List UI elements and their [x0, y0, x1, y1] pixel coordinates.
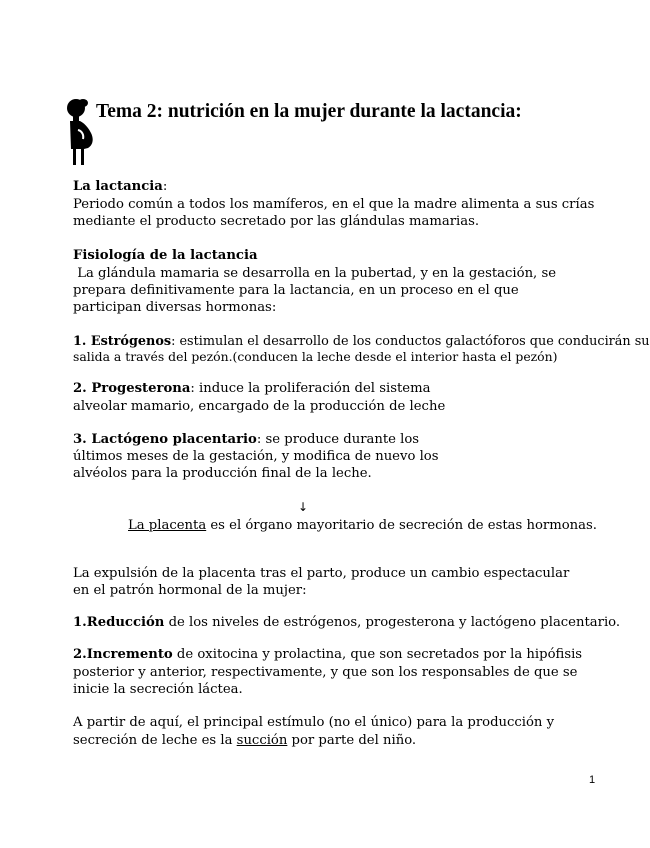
lactancia-colon: :: [162, 179, 168, 194]
final-text-before: secreción de leche es la: [73, 733, 237, 748]
hormone-estrogenos-line-2: salida a través del pezón.(conducen la leche desde el interior hasta el pezón): [73, 349, 558, 364]
lactancia-heading-line: [73, 178, 167, 195]
incremento-line-3: inicie la secreción láctea.: [73, 682, 243, 697]
placenta-line: [128, 517, 597, 534]
reduccion-label: 1.Reducción: [73, 615, 165, 630]
hormone-label: 2. Progesterona: [73, 381, 191, 396]
lactancia-line-1: Periodo común a todos los mamíferos, en el que la madre alimenta a sus crías: [73, 197, 595, 212]
hormone-lactogeno: [73, 431, 419, 448]
final-line-1: A partir de aquí, el principal estímulo (no el único) para la producción y: [73, 715, 555, 730]
hormone-label: 3. Lactógeno placentario: [73, 432, 257, 447]
incremento-line-2: posterior y anterior, respectivamente, y que son los responsables de que se: [73, 665, 578, 680]
fisiologia-line-1: La glándula mamaria se desarrolla en la pubertad, y en la gestación, se: [73, 266, 557, 281]
hormone-progesterona: [73, 380, 430, 397]
page-title: Tema 2: nutrición en la mujer durante la lactancia:: [96, 101, 522, 122]
hormone-lactogeno-line-2: últimos meses de la gestación, y modifica de nuevo los: [73, 449, 439, 464]
fisiologia-line-3: participan diversas hormonas:: [73, 300, 277, 315]
hormone-text: : se produce durante los: [256, 432, 420, 447]
pregnant-woman-icon: [66, 97, 100, 167]
incremento-rest: de oxitocina y prolactina, que son secretados por la hipófisis: [172, 647, 583, 662]
down-arrow-icon: ↓: [298, 500, 309, 514]
hormone-text: : estimulan el desarrollo de los conductos galactóforos que conducirán su: [171, 334, 650, 349]
expulsion-line-2: en el patrón hormonal de la mujer:: [73, 583, 307, 598]
hormone-lactogeno-line-3: alvéolos para la producción final de la leche.: [73, 466, 372, 481]
fisiologia-line-2: prepara definitivamente para la lactancia, en un proceso en el que: [73, 283, 519, 298]
hormone-label: 1. Estrógenos: [73, 334, 172, 349]
fisiologia-heading: Fisiología de la lactancia: [73, 248, 258, 263]
hormone-progesterona-line-2: alveolar mamario, encargado de la producción de leche: [73, 399, 446, 414]
reduccion-rest: de los niveles de estrógenos, progesterona y lactógeno placentario.: [164, 615, 621, 630]
placenta-underlined: La placenta: [128, 518, 207, 533]
placenta-rest: es el órgano mayoritario de secreción de estas hormonas.: [206, 518, 597, 533]
lactancia-line-2: mediante el producto secretado por las glándulas mamarias.: [73, 214, 480, 229]
final-text-after: por parte del niño.: [287, 733, 417, 748]
incremento-label: 2.Incremento: [73, 647, 173, 662]
reduccion-line: [73, 614, 620, 631]
page-number: 1: [589, 774, 596, 786]
incremento-line-1: [73, 646, 582, 663]
hormone-text: : induce la proliferación del sistema: [190, 381, 431, 396]
lactancia-heading: La lactancia: [73, 179, 163, 194]
final-line-2: [73, 732, 416, 749]
final-underlined: succión: [236, 733, 288, 748]
expulsion-line-1: La expulsión de la placenta tras el parto, produce un cambio espectacular: [73, 566, 570, 581]
